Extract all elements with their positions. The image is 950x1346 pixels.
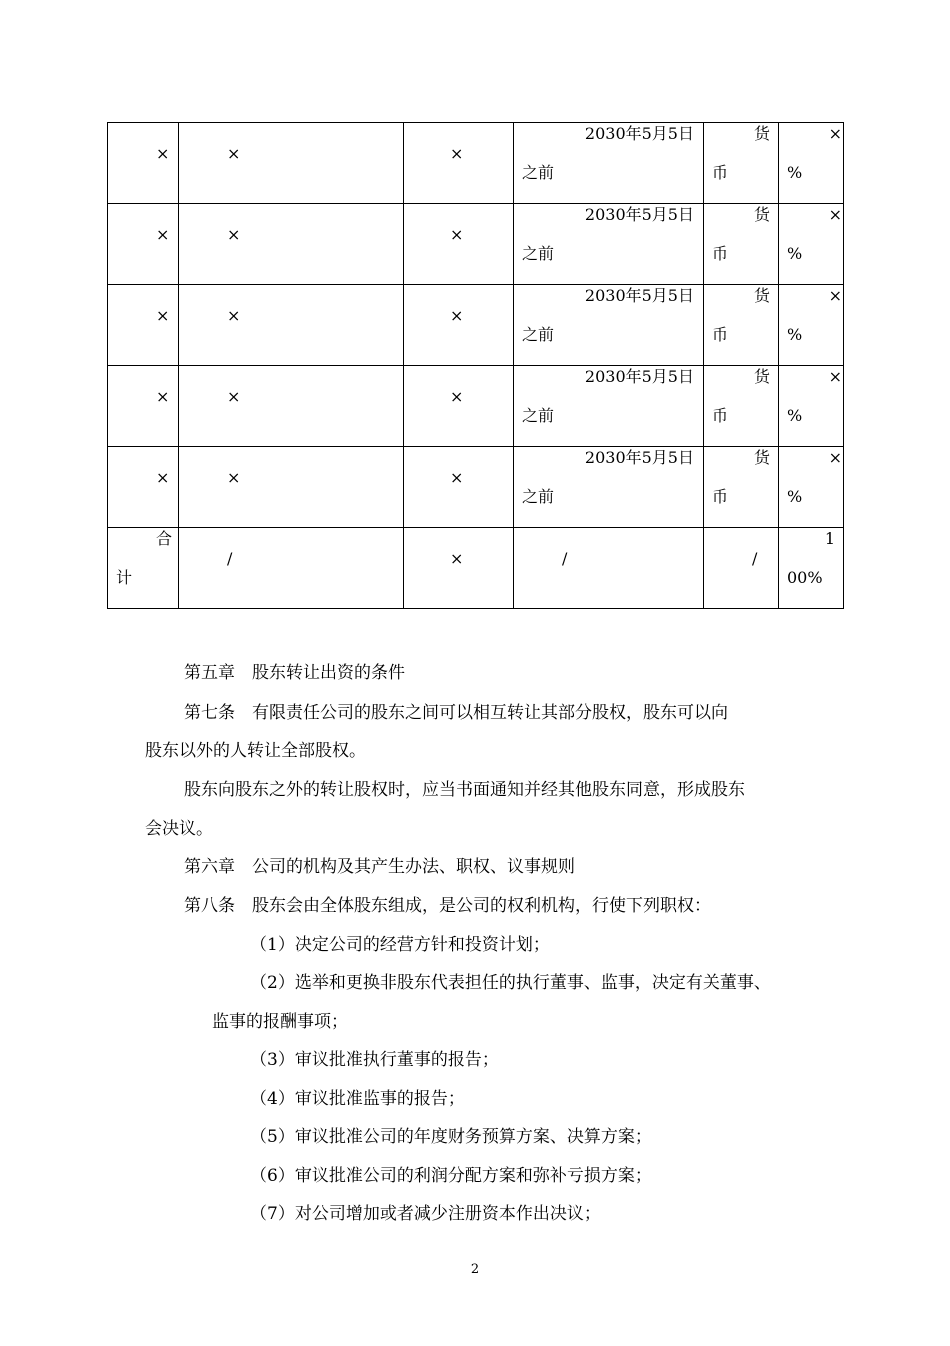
total-label-line2: 计	[116, 568, 133, 587]
page-number: 2	[470, 1262, 480, 1277]
method-line2: 币	[712, 244, 729, 263]
cell-mark: ×	[227, 225, 241, 244]
ratio-cell	[779, 285, 844, 366]
id-cell	[179, 204, 404, 285]
id-cell	[179, 447, 404, 528]
cell-mark: ×	[227, 144, 241, 163]
amount-cell	[404, 204, 514, 285]
list-item-3: （3）审议批准执行董事的报告；	[250, 1050, 499, 1070]
total-id-cell	[179, 528, 404, 609]
contribution-date: 2030年5月5日	[584, 286, 694, 305]
id-cell	[179, 366, 404, 447]
cell-mark: ×	[450, 306, 464, 325]
total-ratio-cell	[779, 528, 844, 609]
contribution-date-suffix: 之前	[522, 325, 555, 344]
cell-mark: /	[227, 549, 233, 568]
amount-cell	[404, 123, 514, 204]
ratio-line2: 00%	[787, 568, 823, 587]
method-cell	[704, 204, 779, 285]
table-row	[108, 285, 844, 366]
ratio-line1: ×	[828, 124, 842, 143]
shareholder-cell	[108, 123, 179, 204]
date-cell	[514, 285, 704, 366]
contribution-date: 2030年5月5日	[584, 124, 694, 143]
table-body	[108, 123, 844, 609]
ratio-line1: ×	[828, 448, 842, 467]
list-item-7: （7）对公司增加或者减少注册资本作出决议；	[250, 1204, 601, 1224]
article-seven-line1: 第七条 有限责任公司的股东之间可以相互转让其部分股权，股东可以向	[184, 703, 728, 723]
ratio-line2: %	[787, 325, 803, 344]
shareholder-cell	[108, 366, 179, 447]
cell-mark: ×	[450, 144, 464, 163]
amount-cell	[404, 285, 514, 366]
transfer-paragraph-line2: 会决议。	[145, 819, 213, 839]
cell-mark: ×	[156, 468, 170, 487]
total-row	[108, 528, 844, 609]
ratio-line1: ×	[828, 205, 842, 224]
cell-mark: ×	[450, 387, 464, 406]
method-cell	[704, 447, 779, 528]
total-amount-cell	[404, 528, 514, 609]
transfer-paragraph-line1: 股东向股东之外的转让股权时，应当书面通知并经其他股东同意，形成股东	[184, 780, 745, 800]
cell-mark: ×	[156, 387, 170, 406]
contribution-date: 2030年5月5日	[584, 367, 694, 386]
list-item-4: （4）审议批准监事的报告；	[250, 1089, 465, 1109]
total-label-line1: 合	[155, 529, 172, 548]
ratio-line2: %	[787, 163, 803, 182]
cell-mark: ×	[227, 306, 241, 325]
method-line1: 货	[753, 367, 770, 386]
contribution-date-suffix: 之前	[522, 244, 555, 263]
total-method-cell	[704, 528, 779, 609]
amount-cell	[404, 366, 514, 447]
chapter-six-heading: 第六章 公司的机构及其产生办法、职权、议事规则	[184, 857, 575, 877]
ratio-line2: %	[787, 487, 803, 506]
chapter-five-heading: 第五章 股东转让出资的条件	[184, 663, 405, 683]
amount-cell	[404, 447, 514, 528]
total-label-cell	[108, 528, 179, 609]
contribution-date-suffix: 之前	[522, 487, 555, 506]
cell-mark: ×	[156, 225, 170, 244]
cell-mark: ×	[227, 468, 241, 487]
article-eight: 第八条 股东会由全体股东组成，是公司的权利机构，行使下列职权：	[184, 896, 711, 916]
ratio-line2: %	[787, 244, 803, 263]
date-cell	[514, 366, 704, 447]
contribution-date: 2030年5月5日	[584, 205, 694, 224]
shareholder-cell	[108, 285, 179, 366]
ratio-cell	[779, 123, 844, 204]
cell-mark: ×	[227, 387, 241, 406]
list-item-2-line2: 监事的报酬事项；	[212, 1012, 348, 1032]
ratio-line1: 1	[824, 529, 835, 548]
method-cell	[704, 285, 779, 366]
ratio-cell	[779, 447, 844, 528]
contribution-table	[107, 122, 844, 609]
ratio-line1: ×	[828, 367, 842, 386]
cell-mark: /	[562, 549, 568, 568]
ratio-cell	[779, 366, 844, 447]
list-item-6: （6）审议批准公司的利润分配方案和弥补亏损方案；	[250, 1166, 652, 1186]
date-cell	[514, 123, 704, 204]
cell-mark: ×	[156, 144, 170, 163]
contribution-date-suffix: 之前	[522, 163, 555, 182]
id-cell	[179, 285, 404, 366]
method-line2: 币	[712, 487, 729, 506]
table-row	[108, 366, 844, 447]
method-line1: 货	[753, 286, 770, 305]
method-line1: 货	[753, 124, 770, 143]
table-row	[108, 123, 844, 204]
list-item-1: （1）决定公司的经营方针和投资计划；	[250, 935, 550, 955]
method-line1: 货	[753, 205, 770, 224]
ratio-line2: %	[787, 406, 803, 425]
cell-mark: ×	[450, 225, 464, 244]
method-line2: 币	[712, 325, 729, 344]
list-item-2-line1: （2）选举和更换非股东代表担任的执行董事、监事，决定有关董事、	[250, 973, 771, 993]
cell-mark: ×	[450, 468, 464, 487]
list-item-5: （5）审议批准公司的年度财务预算方案、决算方案；	[250, 1127, 652, 1147]
table-row	[108, 447, 844, 528]
cell-mark: ×	[450, 549, 464, 568]
ratio-line1: ×	[828, 286, 842, 305]
method-cell	[704, 366, 779, 447]
ratio-cell	[779, 204, 844, 285]
method-cell	[704, 123, 779, 204]
shareholder-cell	[108, 204, 179, 285]
method-line2: 币	[712, 406, 729, 425]
id-cell	[179, 123, 404, 204]
date-cell	[514, 447, 704, 528]
contribution-date-suffix: 之前	[522, 406, 555, 425]
shareholder-cell	[108, 447, 179, 528]
date-cell	[514, 204, 704, 285]
method-line1: 货	[753, 448, 770, 467]
table-row	[108, 204, 844, 285]
cell-mark: ×	[156, 306, 170, 325]
contribution-date: 2030年5月5日	[584, 448, 694, 467]
total-date-cell	[514, 528, 704, 609]
cell-mark: /	[752, 549, 758, 568]
method-line2: 币	[712, 163, 729, 182]
article-seven-line2: 股东以外的人转让全部股权。	[145, 741, 366, 761]
